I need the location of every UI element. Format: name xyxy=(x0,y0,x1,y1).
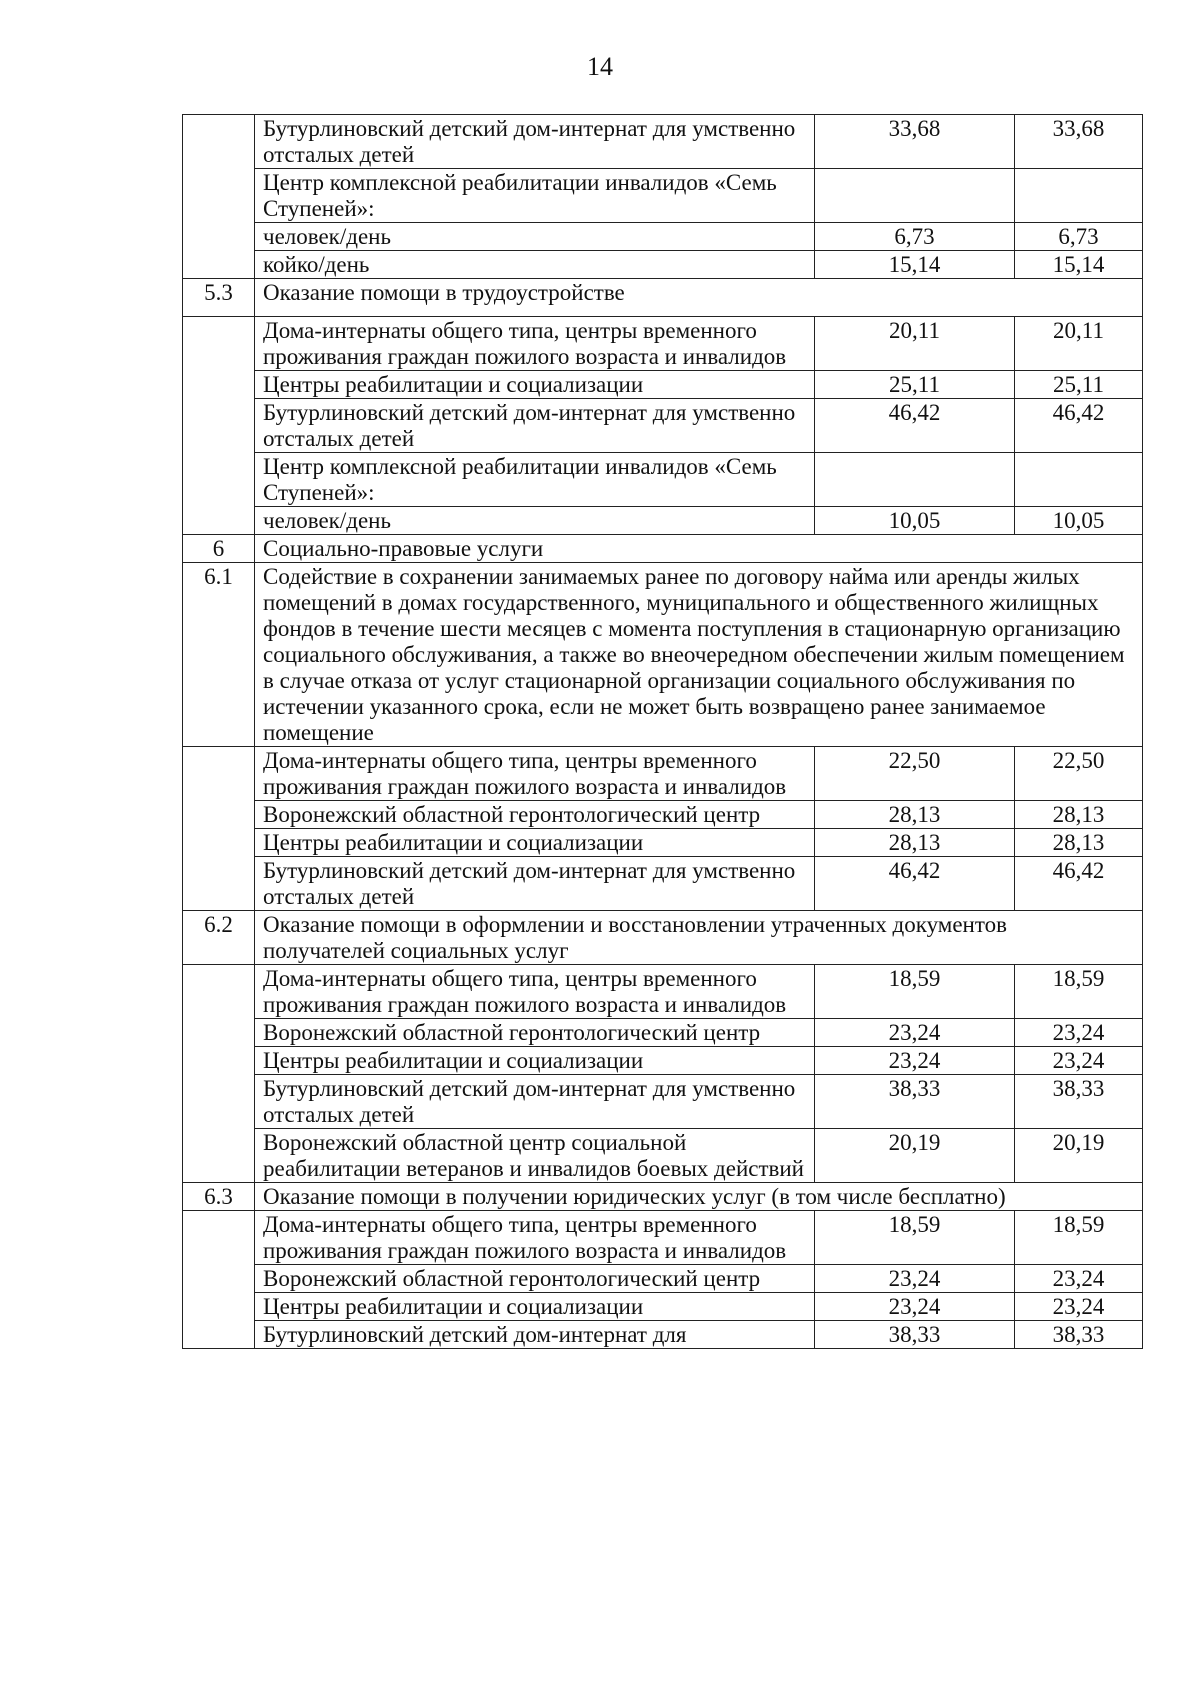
table-row xyxy=(183,115,1143,169)
table-row xyxy=(183,251,1143,279)
value-cell-1: 18,59 xyxy=(815,965,1015,1019)
value-cell-1: 23,24 xyxy=(815,1047,1015,1075)
value-cell-1: 23,24 xyxy=(815,1019,1015,1047)
section-row xyxy=(183,911,1143,965)
value-cell-1: 18,59 xyxy=(815,1211,1015,1265)
value-cell-1: 28,13 xyxy=(815,829,1015,857)
value-cell-1: 15,14 xyxy=(815,251,1015,279)
value-cell-2: 18,59 xyxy=(1015,1211,1143,1265)
value-cell-2: 28,13 xyxy=(1015,829,1143,857)
value-cell-1: 20,19 xyxy=(815,1129,1015,1183)
value-cell-2: 23,24 xyxy=(1015,1047,1143,1075)
service-name-cell: человек/день xyxy=(255,223,815,251)
service-name-cell: Бутурлиновский детский дом-интернат для умственно отсталых детей xyxy=(255,857,815,911)
table-row xyxy=(183,317,1143,371)
service-name-cell: Бутурлиновский детский дом-интернат для умственно отсталых детей xyxy=(255,399,815,453)
value-cell-2: 10,05 xyxy=(1015,507,1143,535)
section-title: Оказание помощи в получении юридических услуг (в том числе бесплатно) xyxy=(255,1183,1143,1211)
value-cell-1: 6,73 xyxy=(815,223,1015,251)
value-cell-2: 23,24 xyxy=(1015,1019,1143,1047)
service-name-cell: Дома-интернаты общего типа, центры временного проживания граждан пожилого возраста и инвалидов xyxy=(255,317,815,371)
section-row xyxy=(183,279,1143,317)
value-cell-2: 20,11 xyxy=(1015,317,1143,371)
value-cell-2: 38,33 xyxy=(1015,1075,1143,1129)
table-row xyxy=(183,829,1143,857)
value-cell-2 xyxy=(1015,169,1143,223)
value-cell-1: 38,33 xyxy=(815,1075,1015,1129)
value-cell-2: 38,33 xyxy=(1015,1321,1143,1349)
service-name-cell: Центр комплексной реабилитации инвалидов «Семь Ступеней»: xyxy=(255,453,815,507)
tariff-table xyxy=(182,114,1143,1349)
service-name-cell: Воронежский областной геронтологический центр xyxy=(255,1019,815,1047)
value-cell-2: 18,59 xyxy=(1015,965,1143,1019)
value-cell-2: 20,19 xyxy=(1015,1129,1143,1183)
table-row xyxy=(183,399,1143,453)
row-number-cell xyxy=(183,965,255,1183)
value-cell-1 xyxy=(815,453,1015,507)
service-name-cell: человек/день xyxy=(255,507,815,535)
value-cell-2: 23,24 xyxy=(1015,1265,1143,1293)
row-number-cell xyxy=(183,317,255,535)
section-number: 6.3 xyxy=(183,1183,255,1211)
section-row xyxy=(183,535,1143,563)
value-cell-2: 33,68 xyxy=(1015,115,1143,169)
value-cell-2: 28,13 xyxy=(1015,801,1143,829)
section-title: Оказание помощи в трудоустройстве xyxy=(255,279,1143,317)
value-cell-2: 6,73 xyxy=(1015,223,1143,251)
table-row xyxy=(183,1075,1143,1129)
value-cell-1: 38,33 xyxy=(815,1321,1015,1349)
section-number: 6.1 xyxy=(183,563,255,747)
value-cell-1: 46,42 xyxy=(815,399,1015,453)
row-number-cell xyxy=(183,115,255,279)
service-name-cell: Воронежский областной центр социальной реабилитации ветеранов и инвалидов боевых действий xyxy=(255,1129,815,1183)
service-name-cell: Дома-интернаты общего типа, центры временного проживания граждан пожилого возраста и инвалидов xyxy=(255,1211,815,1265)
value-cell-1: 46,42 xyxy=(815,857,1015,911)
section-row xyxy=(183,1183,1143,1211)
value-cell-2: 15,14 xyxy=(1015,251,1143,279)
service-name-cell: Бутурлиновский детский дом-интернат для xyxy=(255,1321,815,1349)
value-cell-1: 28,13 xyxy=(815,801,1015,829)
value-cell-1: 22,50 xyxy=(815,747,1015,801)
table-row xyxy=(183,1293,1143,1321)
table-row xyxy=(183,223,1143,251)
section-title: Содействие в сохранении занимаемых ранее по договору найма или аренды жилых помещений в домах государственного, муниципального и общественного жилищных фондов в течение шести месяцев с момента поступления в стационарную организацию социального обслуживания, а также во внеочередном обеспечении жилым помещением в случае отказа от услуг стационарной организации социального обслуживания по истечении указанного срока, если не может быть возвращено ранее занимаемое помещение xyxy=(255,563,1143,747)
value-cell-2: 46,42 xyxy=(1015,399,1143,453)
section-number: 6 xyxy=(183,535,255,563)
row-number-cell xyxy=(183,747,255,911)
service-name-cell: Центры реабилитации и социализации xyxy=(255,829,815,857)
value-cell-2: 46,42 xyxy=(1015,857,1143,911)
service-name-cell: Бутурлиновский детский дом-интернат для умственно отсталых детей xyxy=(255,115,815,169)
section-number: 5.3 xyxy=(183,279,255,317)
value-cell-1: 10,05 xyxy=(815,507,1015,535)
table-row xyxy=(183,857,1143,911)
value-cell-2: 25,11 xyxy=(1015,371,1143,399)
section-title: Оказание помощи в оформлении и восстановлении утраченных документов получателей социальных услуг xyxy=(255,911,1143,965)
value-cell-2: 23,24 xyxy=(1015,1293,1143,1321)
table-row xyxy=(183,371,1143,399)
service-name-cell: Воронежский областной геронтологический центр xyxy=(255,1265,815,1293)
service-name-cell: койко/день xyxy=(255,251,815,279)
value-cell-1 xyxy=(815,169,1015,223)
table-row xyxy=(183,1047,1143,1075)
table-row xyxy=(183,747,1143,801)
service-name-cell: Центры реабилитации и социализации xyxy=(255,1293,815,1321)
table-row xyxy=(183,169,1143,223)
value-cell-1: 20,11 xyxy=(815,317,1015,371)
service-name-cell: Центр комплексной реабилитации инвалидов «Семь Ступеней»: xyxy=(255,169,815,223)
service-name-cell: Дома-интернаты общего типа, центры временного проживания граждан пожилого возраста и инвалидов xyxy=(255,965,815,1019)
service-name-cell: Центры реабилитации и социализации xyxy=(255,1047,815,1075)
service-name-cell: Воронежский областной геронтологический центр xyxy=(255,801,815,829)
table-row xyxy=(183,801,1143,829)
value-cell-2: 22,50 xyxy=(1015,747,1143,801)
table-row xyxy=(183,965,1143,1019)
service-name-cell: Дома-интернаты общего типа, центры временного проживания граждан пожилого возраста и инвалидов xyxy=(255,747,815,801)
table-row xyxy=(183,1211,1143,1265)
table-row xyxy=(183,507,1143,535)
table-row xyxy=(183,1019,1143,1047)
service-name-cell: Бутурлиновский детский дом-интернат для умственно отсталых детей xyxy=(255,1075,815,1129)
service-name-cell: Центры реабилитации и социализации xyxy=(255,371,815,399)
page-number: 14 xyxy=(587,52,613,81)
table-row xyxy=(183,453,1143,507)
section-number: 6.2 xyxy=(183,911,255,965)
section-row xyxy=(183,563,1143,747)
value-cell-1: 25,11 xyxy=(815,371,1015,399)
section-title: Социально-правовые услуги xyxy=(255,535,1143,563)
value-cell-1: 33,68 xyxy=(815,115,1015,169)
table-row xyxy=(183,1129,1143,1183)
table-row xyxy=(183,1265,1143,1293)
row-number-cell xyxy=(183,1211,255,1349)
value-cell-1: 23,24 xyxy=(815,1265,1015,1293)
value-cell-1: 23,24 xyxy=(815,1293,1015,1321)
table-row xyxy=(183,1321,1143,1349)
value-cell-2 xyxy=(1015,453,1143,507)
